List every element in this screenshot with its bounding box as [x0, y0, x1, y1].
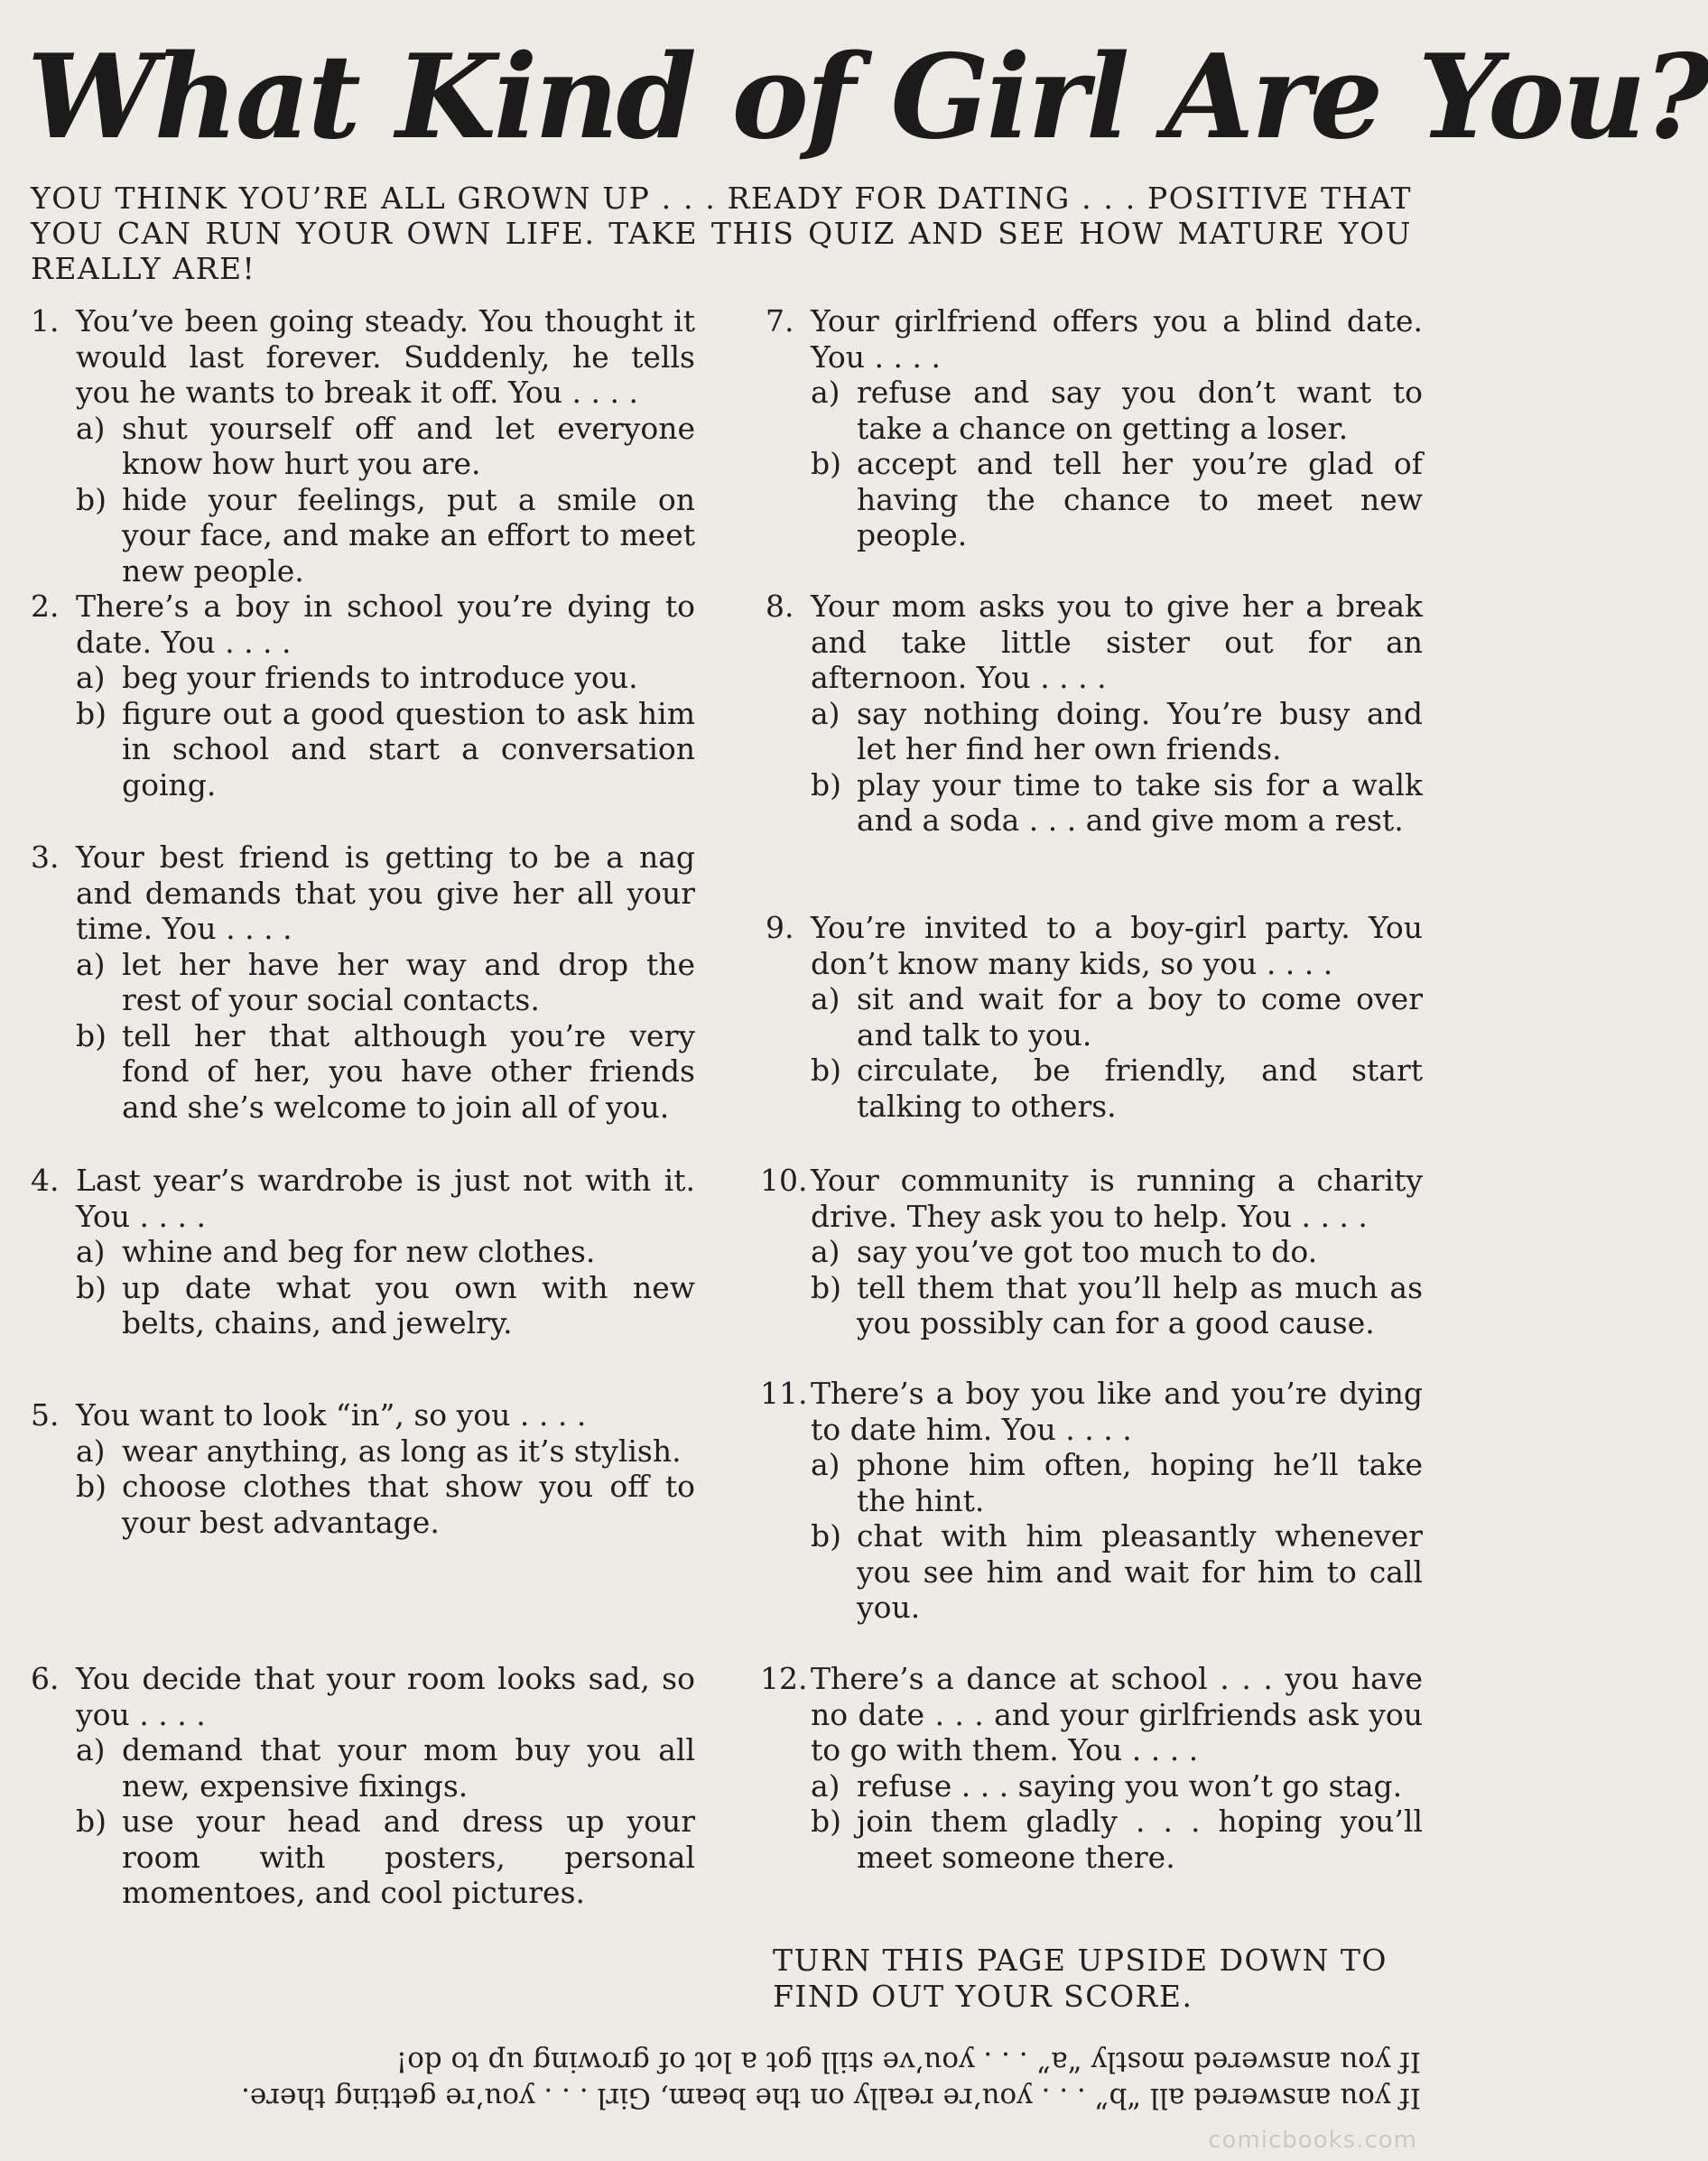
answer-line-b: If you answered all “b” . . . you’re really on the beam, Girl . . . you’re getting there.: [241, 2082, 1421, 2114]
question-number: 10.: [760, 1163, 808, 1198]
option-letter: b): [76, 481, 107, 517]
option-letter: b): [811, 1269, 841, 1305]
option-a: [31, 1433, 695, 1470]
question-number: 9.: [766, 910, 794, 945]
question-5: [31, 1397, 695, 1540]
question-text: You decide that your room looks sad, so you . . . .: [76, 1661, 695, 1732]
option-text: phone him often, hoping he’ll take the hint.: [857, 1447, 1423, 1518]
option-text: say you’ve got too much to do.: [857, 1234, 1318, 1269]
question-11: [760, 1376, 1423, 1626]
question-3: [31, 839, 695, 1125]
option-letter: b): [811, 1518, 841, 1554]
question-number: 7.: [766, 303, 794, 339]
option-letter: a): [811, 1234, 840, 1269]
answer-line-a: If you answered mostly “a” . . . you’ve still got a lot of growing up to do!: [395, 2045, 1421, 2078]
question-text: You’ve been going steady. You thought it would last forever. Suddenly, he tells you he wants to break it off. You . . . .: [76, 303, 695, 410]
question-text: There’s a dance at school . . . you have no date . . . and your girlfriends ask you to go with them. You . . . .: [811, 1661, 1423, 1767]
option-letter: b): [811, 1053, 841, 1088]
option-text: chat with him pleasantly whenever you see him and wait for him to call you.: [857, 1518, 1423, 1625]
option-letter: b): [76, 1017, 107, 1053]
option-text: use your head and dress up your room with posters, personal momentoes, and cool pictures.: [122, 1804, 695, 1910]
question-1: [31, 303, 695, 589]
option-text: play your time to take sis for a walk and a soda . . . and give mom a rest.: [857, 766, 1423, 838]
question-text: You want to look “in”, so you . . . .: [76, 1397, 587, 1433]
option-b: [31, 482, 695, 589]
option-letter: a): [76, 946, 106, 982]
question-text: There’s a boy in school you’re dying to date. You . . . .: [76, 589, 695, 660]
option-a: [766, 375, 1423, 446]
option-letter: a): [76, 660, 106, 695]
option-b: [766, 446, 1423, 553]
option-text: beg your friends to introduce you.: [122, 660, 638, 695]
question-text: Your girlfriend offers you a blind date. You . . . .: [811, 303, 1423, 375]
question-text: There’s a boy you like and you’re dying to date him. You . . . .: [811, 1376, 1423, 1447]
option-letter: a): [811, 981, 840, 1016]
option-text: refuse and say you don’t want to take a chance on getting a loser.: [857, 375, 1423, 446]
option-text: hide your feelings, put a smile on your face, and make an effort to meet new people.: [122, 481, 695, 589]
option-b: [31, 1270, 695, 1341]
question-12: [760, 1661, 1423, 1875]
option-b: [766, 1053, 1423, 1124]
option-letter: a): [76, 1433, 106, 1469]
option-a: [31, 1732, 695, 1804]
option-text: tell them that you’ll help as much as you possibly can for a good cause.: [857, 1269, 1423, 1340]
question-7: [766, 303, 1423, 553]
option-text: up date what you own with new belts, chains, and jewelry.: [122, 1269, 695, 1340]
option-b: [31, 1804, 695, 1911]
question-number: 5.: [31, 1397, 60, 1433]
option-letter: b): [811, 446, 841, 481]
option-a: [31, 411, 695, 482]
option-letter: a): [811, 375, 840, 410]
option-letter: b): [811, 766, 841, 802]
question-text: Your community is running a charity drive. They ask you to help. You . . . .: [811, 1163, 1423, 1234]
question-number: 3.: [31, 839, 60, 875]
option-a: [31, 947, 695, 1018]
question-9: [766, 910, 1423, 1124]
question-4: [31, 1163, 695, 1341]
question-number: 6.: [31, 1661, 60, 1696]
option-text: demand that your mom buy you all new, expensive fixings.: [122, 1732, 695, 1804]
watermark: comicbooks.com: [1208, 2127, 1417, 2154]
option-text: choose clothes that show you off to your best advantage.: [122, 1469, 695, 1540]
option-text: whine and beg for new clothes.: [122, 1234, 596, 1269]
option-a: [31, 660, 695, 696]
question-6: [31, 1661, 695, 1911]
option-text: wear anything, as long as it’s stylish.: [122, 1433, 682, 1469]
option-text: accept and tell her you’re glad of having the chance to meet new people.: [857, 446, 1423, 552]
option-a: [766, 1447, 1423, 1518]
option-a: [766, 1768, 1423, 1804]
upside-down-answers: [31, 2044, 1421, 2116]
option-letter: b): [76, 1469, 107, 1504]
question-8: [766, 589, 1423, 839]
option-text: tell her that although you’re very fond of her, you have other friends and she’s welcome to join all of you.: [122, 1017, 695, 1125]
question-text: Your mom asks you to give her a break and take little sister out for an afternoon. You . . . .: [811, 589, 1423, 695]
option-letter: a): [811, 695, 840, 731]
option-b: [766, 1270, 1423, 1341]
option-letter: b): [76, 695, 107, 731]
question-text: Your best friend is getting to be a nag and demands that you give her all your time. You . . . .: [76, 839, 695, 946]
option-letter: a): [811, 1447, 840, 1482]
option-a: [766, 981, 1423, 1053]
question-10: [760, 1163, 1423, 1341]
option-b: [31, 696, 695, 803]
question-number: 2.: [31, 589, 60, 624]
option-a: [766, 696, 1423, 767]
question-number: 4.: [31, 1163, 60, 1198]
option-letter: b): [76, 1804, 107, 1839]
option-text: shut yourself off and let everyone know how hurt you are.: [122, 410, 695, 481]
option-b: [766, 767, 1423, 839]
option-letter: a): [811, 1767, 840, 1804]
option-b: [766, 1518, 1423, 1626]
question-2: [31, 589, 695, 802]
question-number: 12.: [760, 1661, 808, 1696]
option-b: [31, 1469, 695, 1540]
question-number: 11.: [760, 1376, 808, 1411]
option-text: figure out a good question to ask him in school and start a conversation going.: [122, 695, 695, 802]
option-a: [31, 1234, 695, 1270]
turn-page-instruction: TURN THIS PAGE UPSIDE DOWN TO FIND OUT YOUR SCORE.: [773, 1943, 1388, 2014]
page-title: What Kind of Girl Are You?: [27, 30, 1708, 165]
option-letter: b): [76, 1269, 107, 1305]
question-number: 1.: [31, 303, 60, 339]
option-text: let her have her way and drop the rest of your social contacts.: [122, 946, 695, 1017]
option-text: sit and wait for a boy to come over and talk to you.: [857, 981, 1423, 1053]
option-a: [766, 1234, 1423, 1270]
option-b: [31, 1018, 695, 1126]
option-letter: b): [811, 1804, 841, 1839]
intro-paragraph: YOU THINK YOU’RE ALL GROWN UP . . . READY FOR DATING . . . POSITIVE THAT YOU CAN RUN YOUR OWN LIFE. TAKE THIS QUIZ AND SEE HOW MATURE YOU REALLY ARE!: [31, 181, 1412, 286]
question-number: 8.: [766, 589, 794, 624]
question-text: Last year’s wardrobe is just not with it. You . . . .: [76, 1163, 695, 1234]
option-letter: a): [76, 1234, 106, 1269]
option-letter: a): [76, 1732, 106, 1767]
option-text: join them gladly . . . hoping you’ll meet someone there.: [857, 1804, 1423, 1875]
option-text: say nothing doing. You’re busy and let her find her own friends.: [857, 695, 1423, 766]
question-text: You’re invited to a boy-girl party. You don’t know many kids, so you . . . .: [811, 910, 1423, 981]
option-text: circulate, be friendly, and start talking to others.: [857, 1053, 1423, 1124]
option-text: refuse . . . saying you won’t go stag.: [857, 1767, 1403, 1804]
option-b: [766, 1804, 1423, 1875]
option-letter: a): [76, 410, 106, 446]
